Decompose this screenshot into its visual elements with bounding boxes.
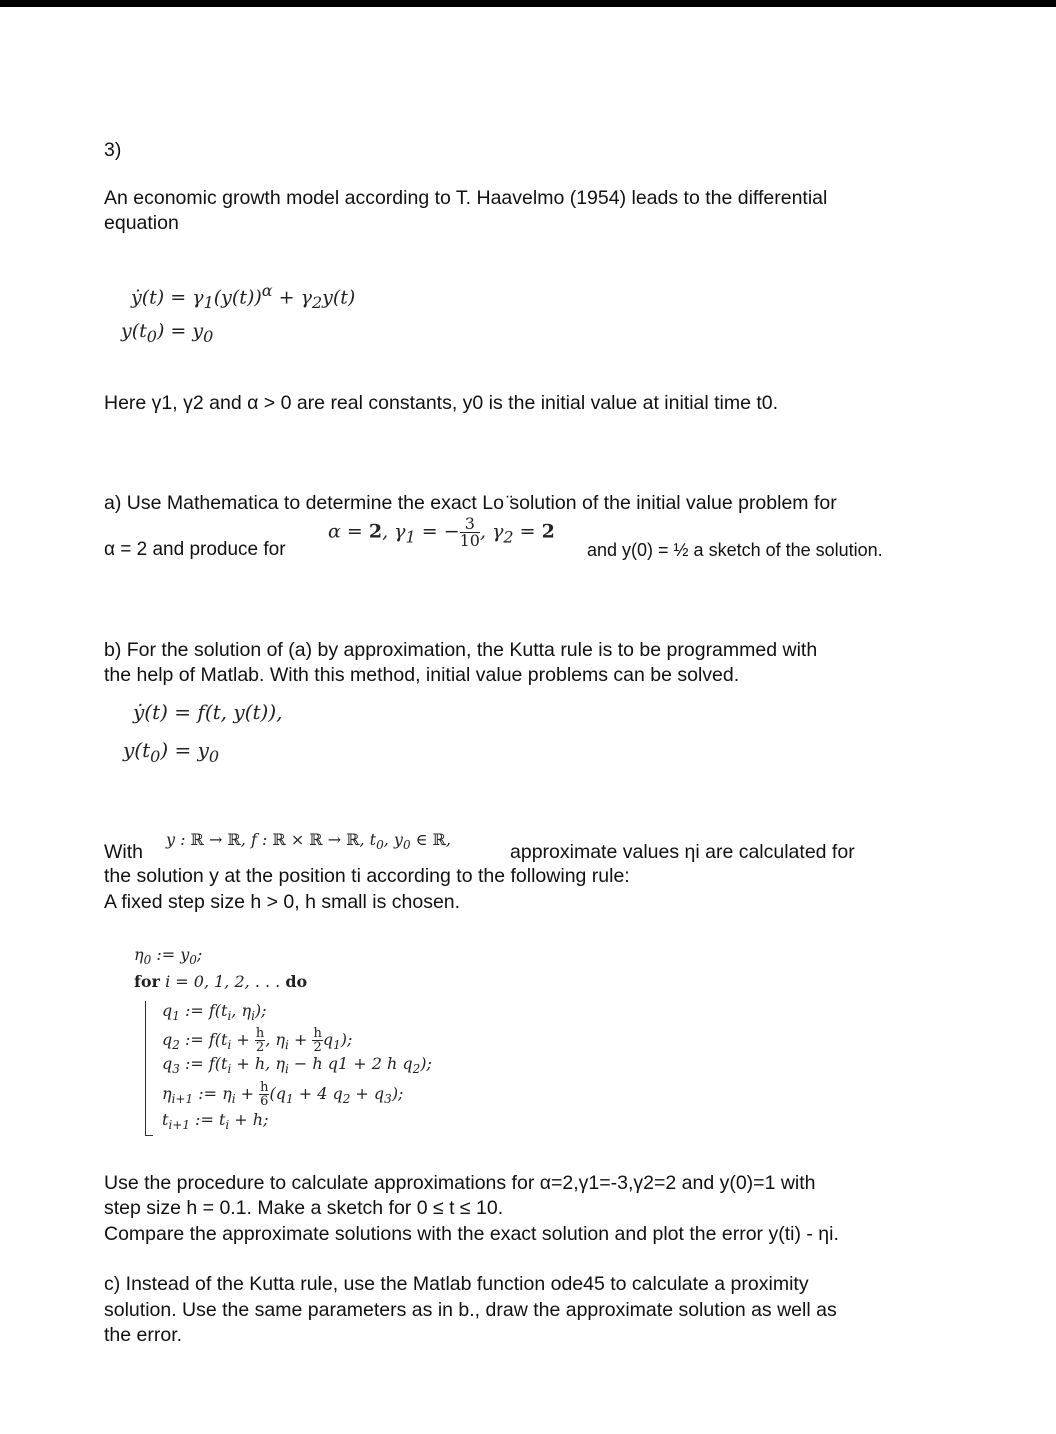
task-line-2: step size h = 0.1. Make a sketch for 0 ≤ t ≤ 10.: [104, 1197, 504, 1219]
intro-line-1: An economic growth model according to T. Haavelmo (1954) leads to the differential: [104, 187, 828, 209]
part-a-line-2-start: α = 2 and produce for: [104, 539, 286, 560]
part-c-line-1: c) Instead of the Kutta rule, use the Matlab function ode45 to calculate a proximity: [104, 1273, 809, 1295]
ode-equation: ẏ(t) = $\gamma_1(y(t))^\alpha + \gamma_2y(t)$: [131, 281, 356, 313]
algo-q1: $q_1$ := $f(t_i$, $\eta_i$);: [162, 1001, 267, 1024]
algo-q3: $q_3$ := $f(t_i + h$, $\eta_i - h$ q1 + 2 h $q_2$);: [162, 1054, 432, 1077]
top-border: [0, 0, 1056, 7]
algo-loop-foot: [145, 1135, 153, 1136]
part-b-line-2: the help of Matlab. With this method, initial value problems can be solved.: [104, 664, 740, 686]
domain-formula: y : ℝ → ℝ, f : ℝ × ℝ → ℝ, $t_0$, $y_0$ ∈ ℝ,: [166, 830, 452, 853]
part-c-line-3: the error.: [104, 1324, 183, 1346]
algo-loop-bar: [145, 1001, 146, 1136]
with-rest: approximate values ηi are calculated for: [510, 841, 855, 863]
algo-loop: for i = 0, 1, 2, . . . do: [134, 972, 308, 991]
problem-number: 3): [104, 139, 122, 161]
algo-eta-update: $\eta_{i+1}$ := $\eta_i$ + $\frac{h}{6}$ ($q_1 + 4$ $q_2 + q_3$);: [162, 1080, 404, 1109]
part-c-line-2: solution. Use the same parameters as in b., draw the approximate solution as well as: [104, 1299, 837, 1321]
task-line-3: Compare the approximate solutions with the exact solution and plot the error y(ti) - ηi.: [104, 1223, 839, 1245]
part-b-line-4: the solution y at the position ti according to the following rule:: [104, 865, 630, 887]
part-a-params-formula: α = 2, $\gamma_1$ = − $\frac{3}{10}$ , $\gamma_2 = 2$: [328, 514, 555, 550]
algo-init: $\eta_0$ := $y_0$;: [134, 945, 203, 968]
ivp-equation: ẏ(t) = f(t, y(t)),: [133, 700, 283, 724]
ivp-initial-condition: $y(t_0) = y_0$: [123, 738, 220, 766]
task-line-1: Use the procedure to calculate approximations for α=2,γ1=-3,γ2=2 and y(0)=1 with: [104, 1172, 816, 1194]
part-a-line-2-end: and y(0) = ½ a sketch of the solution.: [587, 540, 883, 560]
algo-q2: $q_2$ := $f(t_i$ + $\frac{h}{2}$ , $\eta_i$ + $\frac{h}{2}$ $q_1$);: [162, 1026, 353, 1055]
constants-text: Here γ1, γ2 and α > 0 are real constants, y0 is the initial value at initial time t0.: [104, 392, 779, 414]
intro-line-2: equation: [104, 212, 179, 234]
ode-initial-condition: $y(t_0) = y_0$: [121, 320, 214, 346]
part-a-line-1: a) Use Mathematica to determine the exact Lo ̈solution of the initial value problem for: [104, 492, 837, 514]
algo-t-update: $t_{i+1}$ := $t_i + h$;: [162, 1110, 269, 1133]
part-b-line-5: A fixed step size h > 0, h small is chosen.: [104, 891, 461, 913]
part-b-line-1: b) For the solution of (a) by approximation, the Kutta rule is to be programmed with: [104, 639, 818, 661]
with-word: With: [104, 841, 143, 863]
